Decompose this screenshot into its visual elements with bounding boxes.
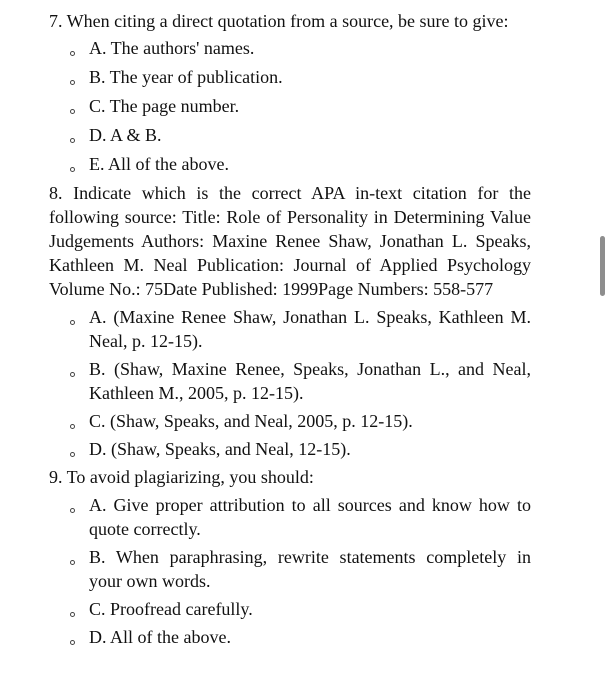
question-7-text: 7. When citing a direct quotation from a source, be sure to give: [49,11,509,31]
quiz-content [49,9,531,649]
question-8-option-d[interactable]: D. (Shaw, Speaks, and Neal, 12-15). [49,437,531,461]
question-8-option-c[interactable]: C. (Shaw, Speaks, and Neal, 2005, p. 12-15). [49,409,531,433]
question-8-option-b[interactable]: B. (Shaw, Maxine Renee, Speaks, Jonathan L., and Neal, Kathleen M., 2005, p. 12-15). [49,357,531,405]
question-9-option-c[interactable]: C. Proofread carefully. [49,597,531,621]
question-8-option-a[interactable]: A. (Maxine Renee Shaw, Jonathan L. Speaks, Kathleen M. Neal, p. 12-15). [49,305,531,353]
question-9-options [49,493,531,649]
question-8-options [49,305,531,461]
question-9-option-a[interactable]: A. Give proper attribution to all sources and know how to quote correctly. [49,493,531,541]
question-9-text: 9. To avoid plagiarizing, you should: [49,467,314,487]
question-7-option-b[interactable]: B. The year of publication. [49,65,531,89]
question-7-option-c[interactable]: C. The page number. [49,94,531,118]
question-8-text: 8. Indicate which is the correct APA in-text citation for the following source: Title: Role of Personality in Determining Value Judgements Authors: Maxine Renee Shaw, Jonathan L. Speaks, Kathleen M. Neal Publication: Journal of Applied Psychology Volume No.: 75Date Published: 1999Page Numbers: 558-577 [49,183,531,299]
scrollbar-thumb[interactable] [600,236,605,296]
question-9-option-d[interactable]: D. All of the above. [49,625,531,649]
question-7-option-a[interactable]: A. The authors' names. [49,36,531,60]
question-9-option-b[interactable]: B. When paraphrasing, rewrite statements completely in your own words. [49,545,531,593]
question-7-options [49,36,531,176]
question-7-option-e[interactable]: E. All of the above. [49,152,531,176]
question-7-option-d[interactable]: D. A & B. [49,123,531,147]
